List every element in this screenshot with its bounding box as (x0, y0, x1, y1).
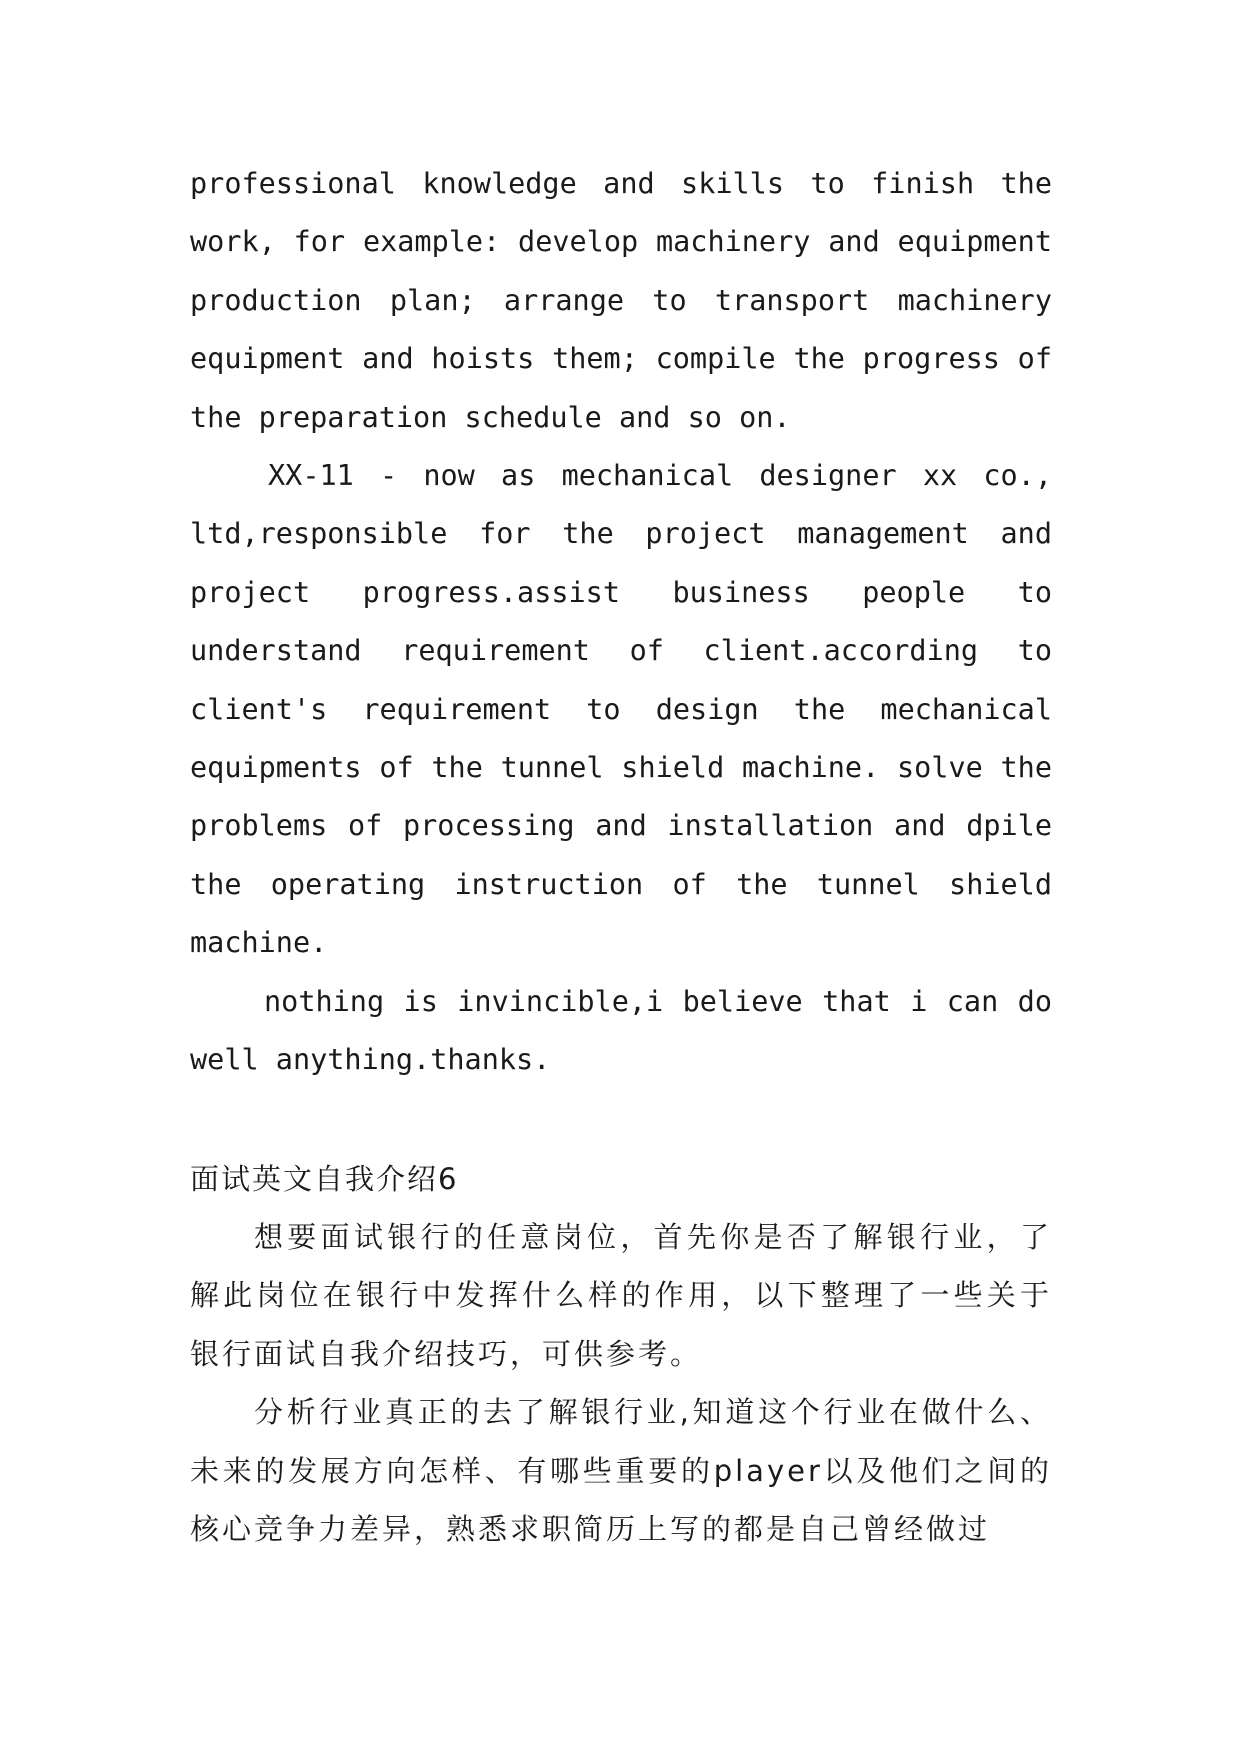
section-heading: 面试英文自我介绍6 (190, 1161, 459, 1196)
paragraph-bank-intro: 想要面试银行的任意岗位，首先你是否了解银行业，了解此岗位在银行中发挥什么样的作用，以下整理了一些关于银行面试自我介绍技巧，可供参考。 (190, 1219, 1052, 1371)
document-body (190, 155, 1052, 1558)
paragraph-closing: nothing is invincible,i believe that i can do well anything.thanks. (190, 984, 1052, 1077)
paragraph-industry-analysis: 分析行业真正的去了解银行业,知道这个行业在做什么、未来的发展方向怎样、有哪些重要的player以及他们之间的核心竞争力差异，熟悉求职简历上写的都是自己曾经做过 (190, 1395, 1052, 1546)
paragraph-mechanical-designer: XX-11 - now as mechanical designer xx co., ltd,responsible for the project management and project progress.assist business people to understand requirement of client.according to client's requirement to design the mechanical equipments of the tunnel shield machine. solve the problems of processing and installation and dpile the operating instruction of the tunnel shield machine. (190, 459, 1052, 960)
section-spacer (190, 1090, 1052, 1150)
paragraph-work-duties: professional knowledge and skills to finish the work, for example: develop machinery and equipment production plan; arrange to transport machinery equipment and hoists them; compile the progress of the preparation schedule and so on. (190, 167, 1052, 434)
